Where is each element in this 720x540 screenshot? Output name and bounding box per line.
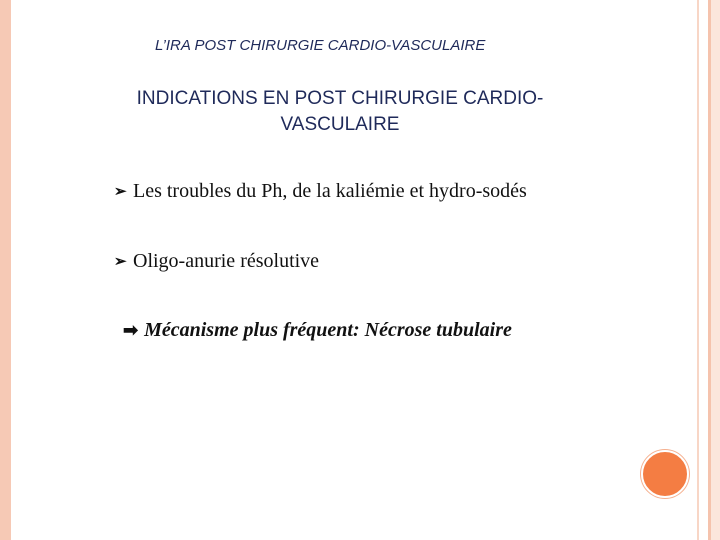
bullet-item [114,180,527,203]
accent-circle-decoration [641,450,689,498]
left-border-decoration [0,0,11,540]
right-border-strip [711,0,720,540]
slide-subtitle: INDICATIONS EN POST CHIRURGIE CARDIO-VASCULAIRE [136,88,544,135]
slide-title: L’IRA POST CHIRURGIE CARDIO-VASCULAIRE [155,37,486,54]
right-border-line-inner [697,0,699,540]
triangle-arrow-icon: ➢ [114,184,127,200]
bullet-item [123,319,512,342]
bullet-text: Mécanisme plus fréquent: Nécrose tubulaire [144,319,512,341]
bullet-text: Les troubles du Ph, de la kaliémie et hydro-sodés [133,180,527,202]
bullet-text: Oligo-anurie résolutive [133,250,320,272]
fat-arrow-icon: ➡ [123,320,139,340]
triangle-arrow-icon: ➢ [114,254,127,270]
bullet-item [114,250,319,273]
